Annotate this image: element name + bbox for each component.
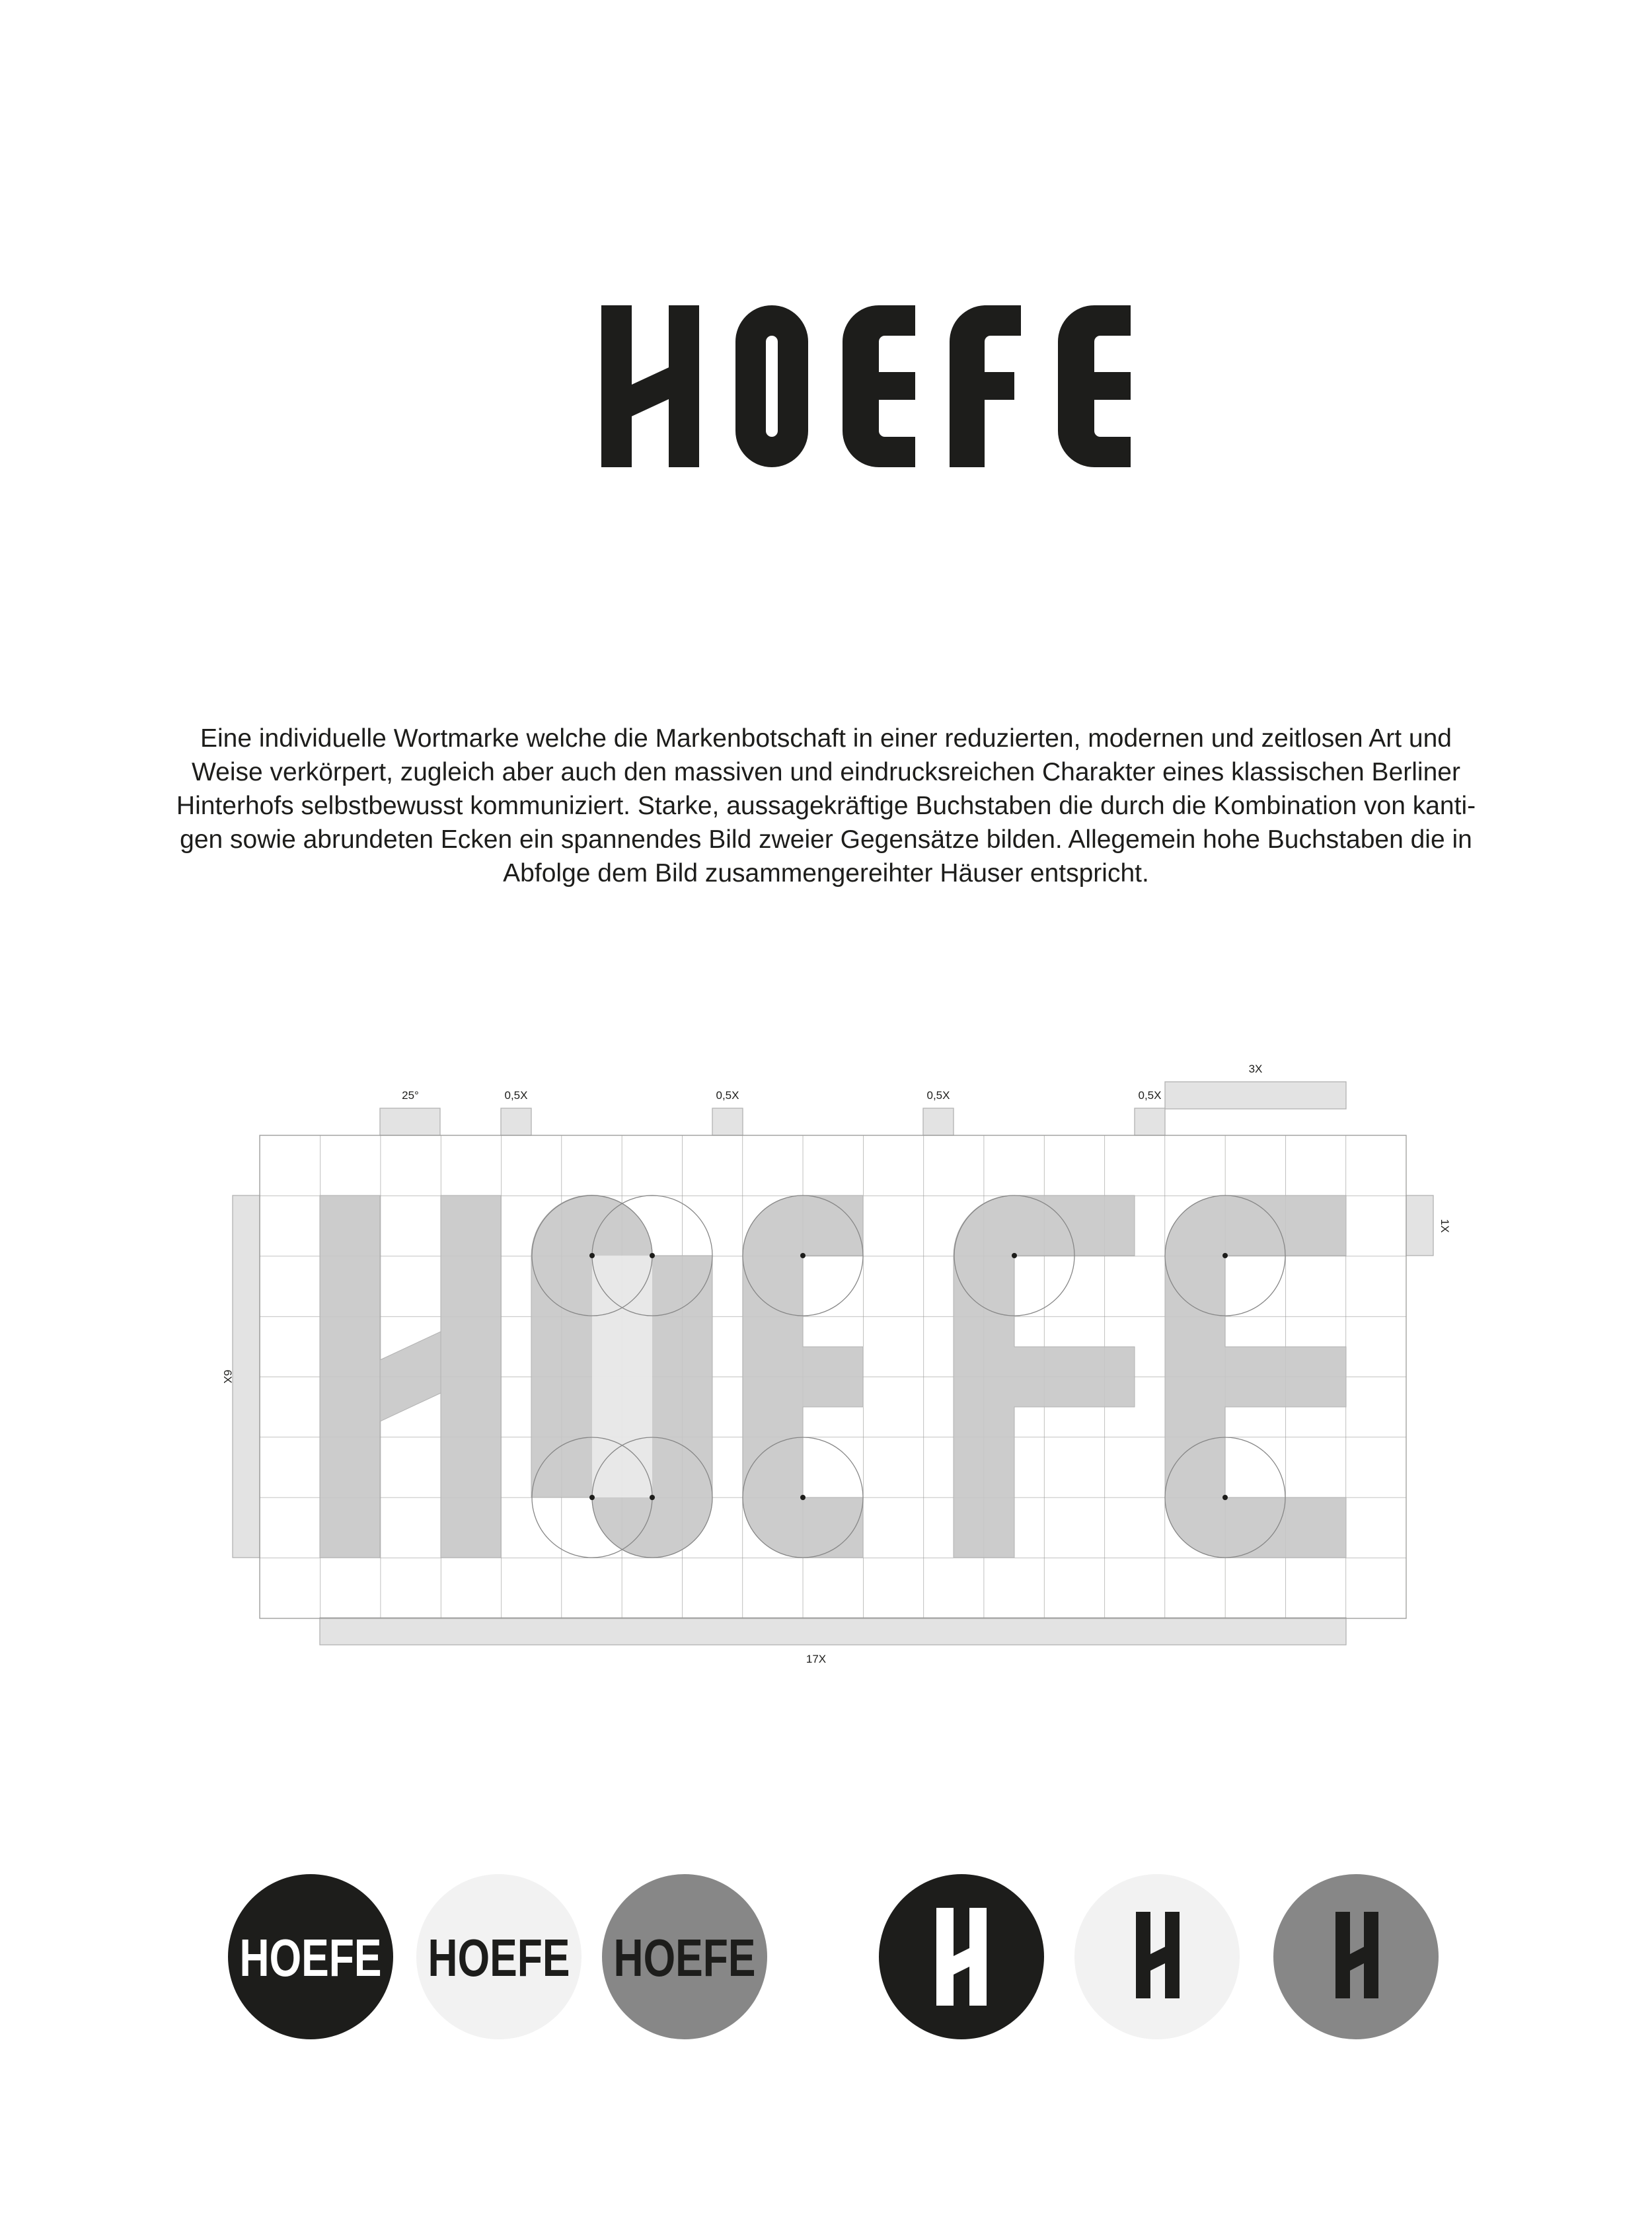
description-line: Eine individuelle Wortmarke welche die Markenbotschaft in einer reduzierten, modernen und zeitlosen Art und: [200, 724, 1452, 753]
badge-wordmark-text: HOEFE: [428, 1928, 570, 1988]
monogram-badge-grey: [1273, 1874, 1439, 2039]
label-3x: 3X: [1248, 1063, 1263, 1075]
badge-wordmark-text: HOEFE: [613, 1928, 756, 1988]
wordmark-badge-dark: [228, 1874, 393, 2039]
monogram-badge-light: [1074, 1874, 1240, 2039]
label-stroke-d: 0,5X: [1138, 1089, 1162, 1102]
label-1x: 1X: [1439, 1219, 1451, 1233]
wordmark-badge-light: [416, 1874, 582, 2039]
label-17x: 17X: [806, 1653, 827, 1665]
description-line: gen sowie abrundeten Ecken ein spannendes Bild zweier Gegensätze bilden. Allegemein hohe Buchstaben die in: [180, 825, 1472, 854]
label-stroke-b: 0,5X: [716, 1089, 739, 1102]
description-line: Hinterhofs selbstbewusst kommuniziert. Starke, aussagekräftige Buchstaben die durch die Kombination von kanti-: [176, 792, 1476, 820]
label-6x: 6X: [221, 1369, 234, 1384]
monogram-badge-dark: [879, 1874, 1044, 2039]
label-stroke-c: 0,5X: [926, 1089, 950, 1102]
wordmark-badge-grey: [602, 1874, 767, 2039]
description-line: Weise verkörpert, zugleich aber auch den massiven und eindrucksreichen Charakter eines klassischen Berliner: [192, 758, 1460, 786]
description-line: Abfolge dem Bild zusammengereihter Häuser entspricht.: [503, 859, 1149, 888]
label-angle: 25°: [402, 1089, 419, 1102]
badge-wordmark-text: HOEFE: [239, 1928, 382, 1988]
label-stroke-a: 0,5X: [504, 1089, 528, 1102]
